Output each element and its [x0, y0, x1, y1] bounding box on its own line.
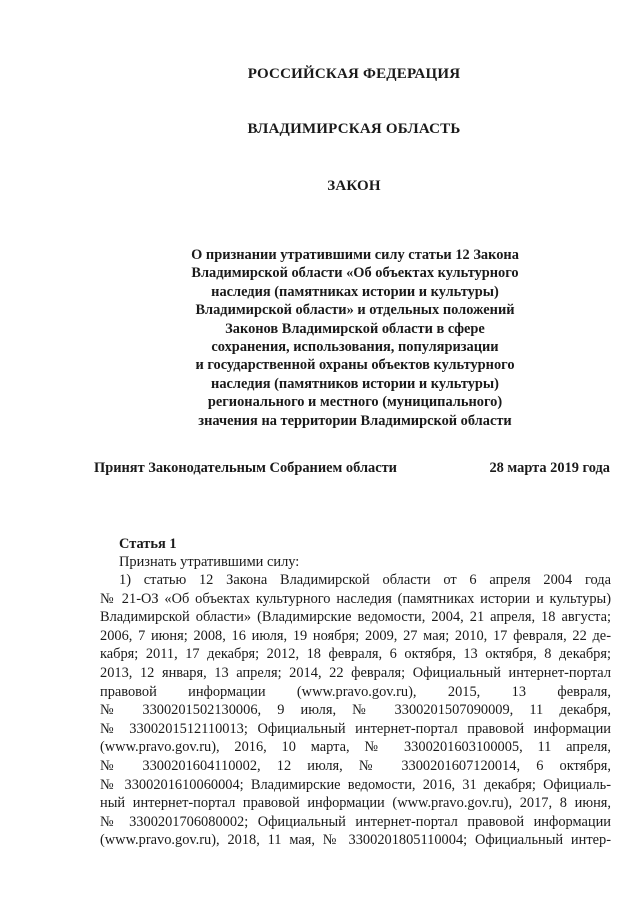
- paragraph-line: Владимирской области» (Владимирские ведомости, 2004, 21 апреля, 18 августа;: [100, 609, 611, 626]
- paragraph-line: № 21-ОЗ «Об объектах культурного наследия (памятниках истории и культуры): [100, 590, 611, 607]
- paragraph-line: кабря; 2011, 17 декабря; 2012, 18 февраля, 6 октября, 13 октября, 8 декабря;: [100, 646, 611, 663]
- paragraph-line: правовой информации (www.pravo.gov.ru), 2015, 13 февраля,: [100, 683, 611, 700]
- paragraph-line: 1) статью 12 Закона Владимирской области от 6 апреля 2004 года: [119, 572, 611, 588]
- article-title: Статья 1: [119, 536, 177, 552]
- law-title-line: Законов Владимирской области в сфере: [225, 320, 485, 337]
- law-title-line: наследия (памятников истории и культуры): [211, 375, 499, 392]
- law-title-line: сохранения, использования, популяризации: [211, 339, 499, 356]
- paragraph-line: № 3300201706080002; Официальный интернет-портал правовой информации: [100, 813, 611, 830]
- document-type-heading: ЗАКОН: [327, 178, 381, 194]
- paragraph-line: № 3300201502130006, 9 июля, № 3300201507090009, 11 декабря,: [100, 702, 611, 719]
- law-title-line: наследия (памятниках истории и культуры): [211, 283, 499, 300]
- adoption-line: [94, 460, 610, 477]
- law-title: [120, 246, 590, 430]
- law-title-line: регионального и местного (муниципального): [207, 394, 503, 411]
- paragraph-line: (www.pravo.gov.ru), 2018, 11 мая, № 3300201805110004; Официальный интер-: [100, 832, 611, 849]
- region-heading: ВЛАДИМИРСКАЯ ОБЛАСТЬ: [247, 121, 461, 137]
- paragraph-line: ный интернет-портал правовой информации (www.pravo.gov.ru), 2017, 8 июня,: [100, 795, 611, 812]
- paragraph-line: № 3300201610060004; Владимирские ведомости, 2016, 31 декабря; Официаль-: [100, 776, 611, 793]
- law-title-line: Владимирской области «Об объектах культурного: [191, 265, 519, 282]
- article-intro: Признать утратившими силу:: [119, 554, 300, 570]
- adopted-by: Принят Законодательным Собранием области: [94, 460, 397, 476]
- paragraph-line: 2013, 12 января, 13 апреля; 2014, 22 февраля; Официальный интернет-портал: [100, 664, 611, 681]
- law-title-line: значения на территории Владимирской области: [198, 412, 512, 429]
- paragraph-line: (www.pravo.gov.ru), 2016, 10 марта, № 3300201603100005, 11 апреля,: [100, 739, 611, 756]
- paragraph-line: № 3300201604110002, 12 июля, № 3300201607120014, 6 октября,: [100, 757, 611, 774]
- paragraph-line: № 3300201512110013; Официальный интернет-портал правовой информации: [100, 720, 611, 737]
- law-title-line: Владимирской области» и отдельных положений: [195, 302, 515, 319]
- country-heading: РОССИЙСКАЯ ФЕДЕРАЦИЯ: [247, 66, 461, 82]
- adoption-date: 28 марта 2019 года: [489, 460, 610, 476]
- law-title-line: и государственной охраны объектов культурного: [195, 357, 515, 374]
- article-paragraph: [100, 571, 611, 850]
- paragraph-line: 2006, 7 июня; 2008, 16 июля, 19 ноября; 2009, 27 мая; 2010, 17 февраля, 22 де-: [100, 627, 611, 644]
- law-title-line: О признании утратившими силу статьи 12 Закона: [191, 247, 519, 263]
